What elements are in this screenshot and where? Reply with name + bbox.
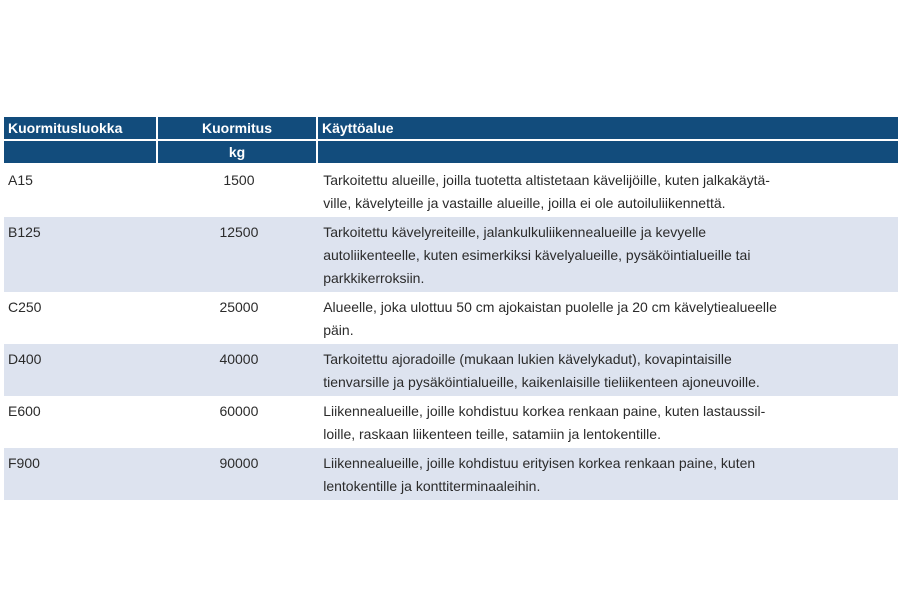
table-row <box>4 396 898 448</box>
use-area-line: Tarkoitettu ajoradoille (mukaan lukien kävelykadut), kovapintaisille <box>323 351 732 367</box>
load-class-cell: F900 <box>8 455 40 471</box>
use-area-cell <box>319 348 898 394</box>
load-cell: 60000 <box>219 403 259 419</box>
use-area-cell <box>319 296 898 342</box>
table-row <box>4 217 898 292</box>
header-use-empty <box>318 141 898 163</box>
table-row <box>4 448 898 500</box>
header-load-unit: kg <box>158 141 316 163</box>
table-row <box>4 165 898 217</box>
load-class-cell: A15 <box>8 172 33 188</box>
use-area-cell <box>319 169 898 215</box>
use-area-line: Liikennealueille, joille kohdistuu korkea renkaan paine, kuten lastaussil- <box>323 403 766 419</box>
use-area-line: ville, kävelyteille ja vastaille alueille, joilla ei ole autoiluliikennettä. <box>323 195 726 211</box>
use-area-line: Tarkoitettu kävelyreiteille, jalankulkuliikennealueille ja kevyelle <box>323 224 707 240</box>
table-body <box>4 165 898 500</box>
load-class-cell: D400 <box>8 351 42 367</box>
load-cell: 25000 <box>219 299 259 315</box>
header-load: Kuormitus <box>158 117 316 139</box>
use-area-line: Alueelle, joka ulottuu 50 cm ajokaistan puolelle ja 20 cm kävelytiealueelle <box>323 299 777 315</box>
use-area-cell <box>319 452 898 498</box>
use-area-line: parkkikerroksiin. <box>323 270 425 286</box>
load-class-cell: E600 <box>8 403 41 419</box>
table-row <box>4 344 898 396</box>
use-area-cell <box>319 400 898 446</box>
load-cell: 90000 <box>219 455 259 471</box>
load-cell: 12500 <box>219 224 259 240</box>
header-unit-empty <box>4 141 156 163</box>
header-load-class: Kuormitusluokka <box>4 117 156 139</box>
use-area-line: tienvarsille ja pysäköintialueille, kaikenlaisille tieliikenteen ajoneuvoille. <box>323 374 760 390</box>
table-header-row <box>4 117 898 139</box>
use-area-line: Liikennealueille, joille kohdistuu erityisen korkea renkaan paine, kuten <box>323 455 756 471</box>
use-area-cell <box>319 221 898 290</box>
load-class-cell: C250 <box>8 299 42 315</box>
use-area-line: päin. <box>323 322 354 338</box>
use-area-line: Tarkoitettu alueille, joilla tuotetta altistetaan kävelijöille, kuten jalkakäytä- <box>323 172 770 188</box>
load-cell: 1500 <box>223 172 255 188</box>
table-row <box>4 292 898 344</box>
load-class-cell: B125 <box>8 224 41 240</box>
table-header-unit-row <box>4 141 898 163</box>
use-area-line: lentokentille ja konttiterminaaleihin. <box>323 478 541 494</box>
header-use-area: Käyttöalue <box>318 117 898 139</box>
load-cell: 40000 <box>219 351 259 367</box>
use-area-line: autoliikenteelle, kuten esimerkiksi kävelyalueille, pysäköintialueille tai <box>323 247 751 263</box>
load-class-table <box>4 117 898 500</box>
use-area-line: loille, raskaan liikenteen teille, satamiin ja lentokentille. <box>323 426 661 442</box>
